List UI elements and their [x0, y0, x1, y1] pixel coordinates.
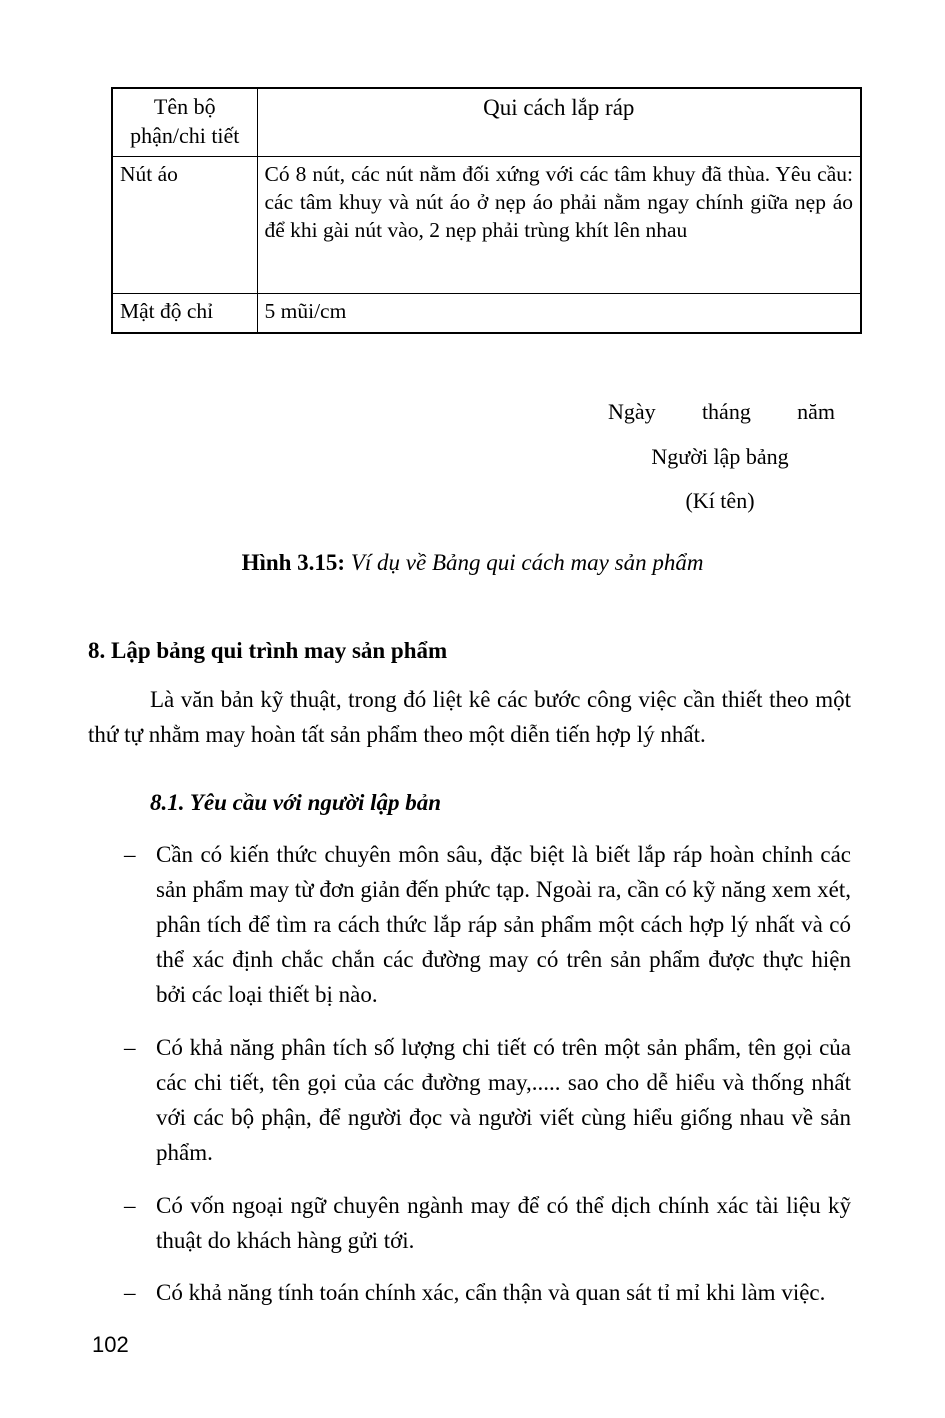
- table-row: [112, 157, 861, 294]
- table-cell-assembly-spec: 5 mũi/cm: [257, 294, 861, 333]
- figure-title: Ví dụ về Bảng qui cách may sản phẩm: [350, 550, 704, 575]
- table-header-part-name: Tên bộ phận/chi tiết: [112, 88, 257, 157]
- table-cell-part-name: Nút áo: [112, 157, 257, 294]
- signature-block: [560, 398, 880, 516]
- signature-role-line: Người lập bảng: [651, 443, 789, 469]
- list-item-text: Cần có kiến thức chuyên môn sâu, đặc biệt là biết lắp ráp hoàn chỉnh các sản phẩm may từ đơn giản đến phức tạp. Ngoài ra, cần có kỹ năng xem xét, phân tích để tìm ra cách thức lắp ráp sản phẩm một cách hợp lý nhất và có thể xác định chắc chắn các đường may có trên sản phẩm được thực hiện bởi các loại thiết bị nào.: [156, 842, 851, 1007]
- bullet-dash-icon: –: [124, 1192, 136, 1218]
- page-number: 102: [92, 1332, 129, 1357]
- requirements-list: [124, 838, 851, 1329]
- table-cell-part-name: Mật độ chỉ: [112, 294, 257, 333]
- bullet-dash-icon: –: [124, 1280, 136, 1306]
- table-header-row: [112, 88, 861, 157]
- table-header-assembly-spec: Qui cách lắp ráp: [257, 88, 861, 157]
- signature-date-line: Ngày tháng năm: [608, 399, 835, 424]
- signature-sign-line: (Kí tên): [685, 488, 755, 514]
- table-cell-assembly-spec: Có 8 nút, các nút nằm đối xứng với các tâm khuy đã thùa. Yêu cầu: các tâm khuy và nút áo ở nẹp áo phải nằm ngay chính giữa nẹp áo để khi gài nút vào, 2 nẹp phải trùng khít lên nhau: [257, 157, 861, 294]
- section-heading: 8. Lập bảng qui trình may sản phẩm: [88, 638, 448, 663]
- list-item: [124, 1276, 851, 1311]
- figure-caption: [0, 550, 945, 576]
- figure-label: Hình 3.15:: [241, 550, 346, 575]
- table-row: [112, 294, 861, 333]
- subsection-heading: 8.1. Yêu cầu với người lập bản: [150, 790, 442, 815]
- bullet-dash-icon: –: [124, 842, 136, 867]
- list-item-text: Có khả năng tính toán chính xác, cẩn thận và quan sát tỉ mỉ khi làm việc.: [156, 1280, 826, 1306]
- list-item: [124, 838, 851, 1013]
- list-item: [124, 1031, 851, 1171]
- list-item-text: Có vốn ngoại ngữ chuyên ngành may để có thể dịch chính xác tài liệu kỹ thuật do khách hàng gửi tới.: [156, 1192, 851, 1253]
- sewing-spec-table: [111, 87, 862, 334]
- section-paragraph: Là văn bản kỹ thuật, trong đó liệt kê các bước công việc cần thiết theo một thứ tự nhằm may hoàn tất sản phẩm theo một diễn tiến hợp lý nhất.: [88, 687, 851, 747]
- list-item: [124, 1189, 851, 1259]
- list-item-text: Có khả năng phân tích số lượng chi tiết có trên một sản phẩm, tên gọi của các chi tiết, tên gọi của các đường may,..... sao cho dễ hiểu và thống nhất với các bộ phận, để người đọc và người viết cùng hiểu giống nhau về sản phẩm.: [156, 1034, 851, 1165]
- bullet-dash-icon: –: [124, 1034, 136, 1060]
